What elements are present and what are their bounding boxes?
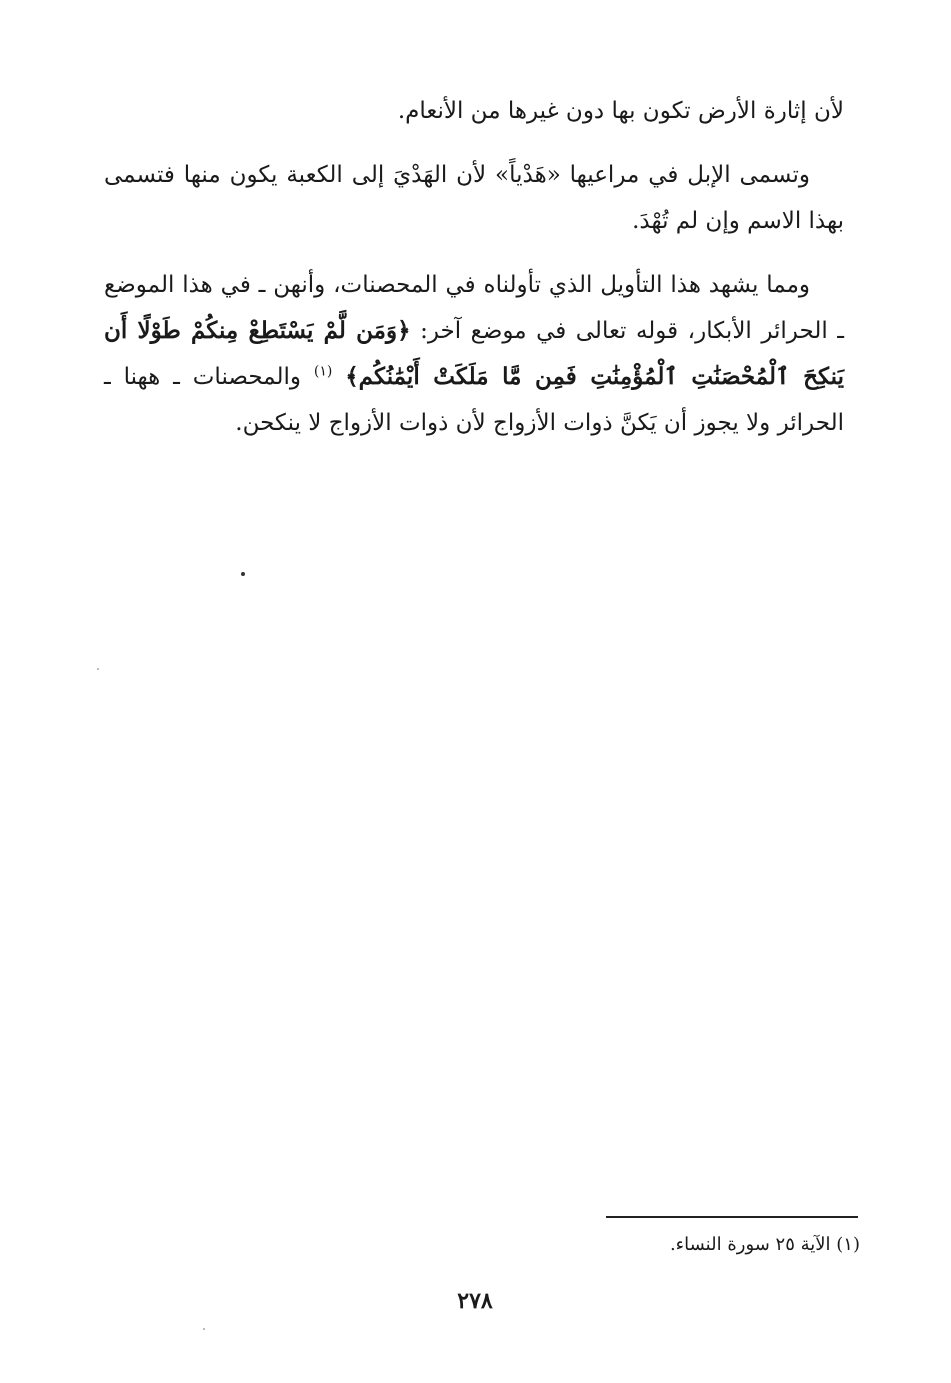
- scan-speck: [97, 668, 99, 670]
- body-text: [104, 88, 844, 464]
- paragraph-3-text-before: ومما يشهد هذا التأويل الذي تأولناه في المحصنات، وأنهن ـ في هذا الموضع ـ الحرائر الأبكار، قوله تعالى في موضع آخر:: [104, 272, 844, 344]
- paragraph-3: [104, 262, 844, 446]
- footnote-reference[interactable]: (١): [313, 363, 333, 380]
- paragraph-1: [104, 88, 844, 134]
- page-number: ٢٧٨: [457, 1288, 493, 1314]
- footnote-separator: [606, 1216, 858, 1218]
- paragraph-2: [104, 152, 844, 244]
- footnote: [560, 1230, 860, 1260]
- paragraph-2-text: وتسمى الإبل في مراعيها «هَدْياً» لأن الهَدْيَ إلى الكعبة يكون منها فتسمى بهذا الاسم وإن لم تُهْدَ.: [104, 162, 844, 234]
- paragraph-1-text: لأن إثارة الأرض تكون بها دون غيرها من الأنعام.: [397, 98, 844, 124]
- paragraph-3-text-after: والمحصنات ـ ههنا ـ الحرائر ولا يجوز أن يَكنَّ ذوات الأزواج لأن ذوات الأزواج لا ينكحن.: [104, 364, 844, 436]
- scan-speck: [203, 1328, 205, 1330]
- ink-dot: [241, 572, 245, 576]
- footnote-text: (١) الآية ٢٥ سورة النساء.: [669, 1234, 860, 1255]
- quran-verse: ﴿وَمَن لَّمْ يَسْتَطِعْ مِنكُمْ طَوْلًا أَن يَنكِحَ ٱلْمُحْصَنَٰتِ ٱلْمُؤْمِنَٰتِ فَمِن مَّا مَلَكَتْ أَيْمَٰنُكُم﴾: [104, 317, 844, 390]
